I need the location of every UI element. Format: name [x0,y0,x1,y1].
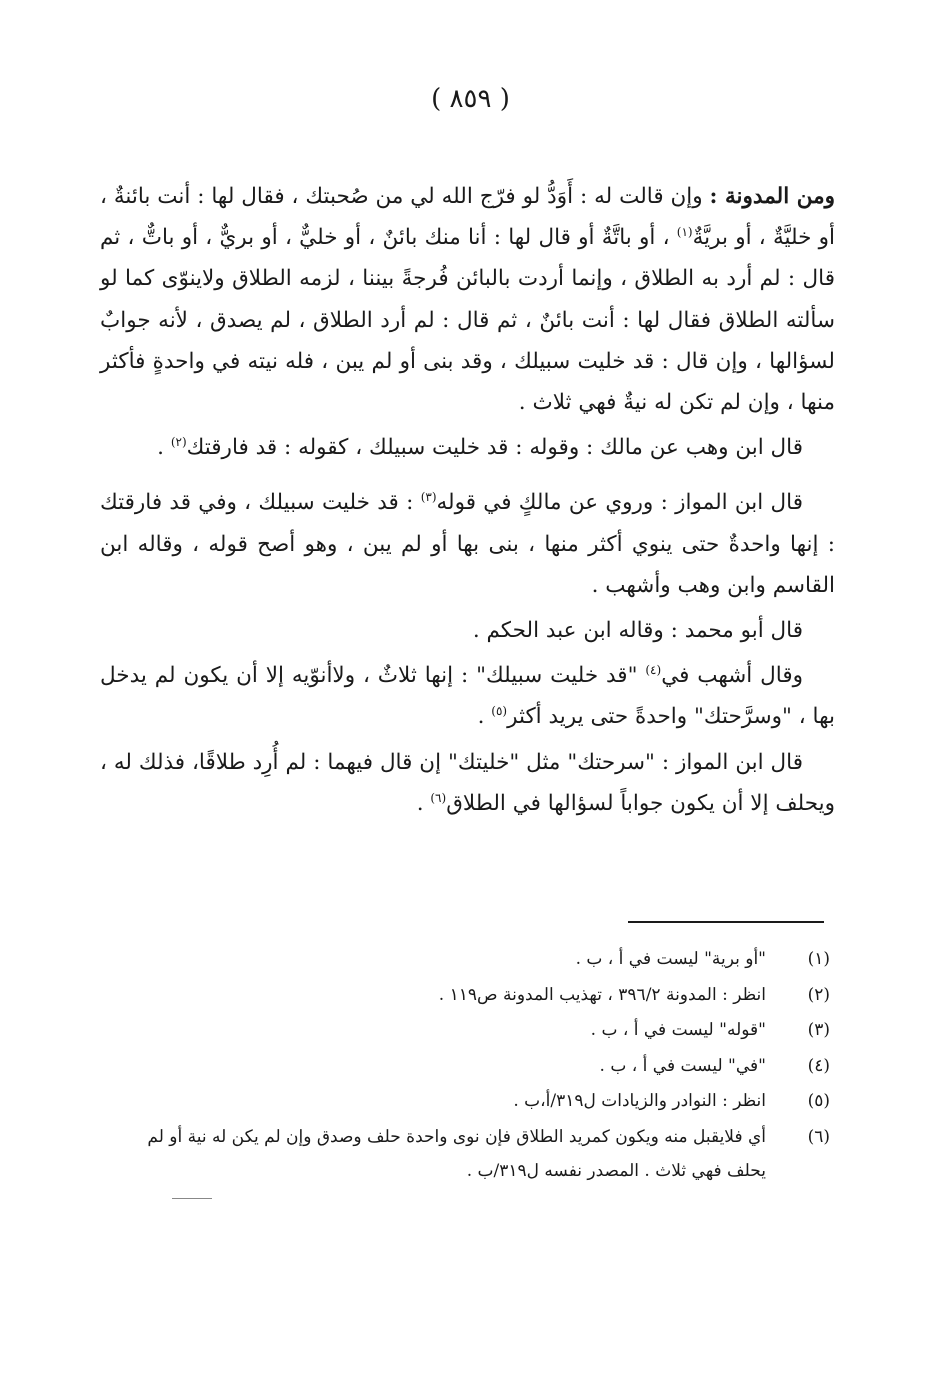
scan-mark [172,1198,212,1199]
footnote-mark: (٣) [807,1020,830,1040]
paragraph-text: . [477,704,492,730]
paragraph-text: وإن قالت له : أَوَدُّ لو فرّج الله لي من صُحبتك ، فقال لها : أنت بائنةٌ ، أو خليَّةٌ ، أو بريَّةٌ [100,184,835,251]
paragraph-text: "قد خليت سبيلك" : إنها ثلاثٌ ، ولاأنوّيه إلا أن يكون لم يدخل بها ، "وسرَّحتك" واحدةً حتى يريد أكثر [100,663,835,730]
paragraph-text: . [416,790,431,816]
main-text [100,176,835,824]
paragraph-text: ، أو باتَّةٌ أو قال لها : أنا منك بائنٌ ، أو خليٌّ ، أو بريٌّ ، أو باتٌّ ، ثم قال : لم أرد به الطلاق ، وإنما أردت بالبائن فُرجةً بيننا ، لزمه الطلاق ولاينوّى كما لو سألته الطلاق فقال لها : أنت بائنٌ ، ثم قال : لم أرد الطلاق ، لم يصدق ، لأنه جوابٌ لسؤالها ، وإن قال : قد خليت سبيلك ، وقد بنى أو لم يبن ، فله نيته في واحدةٍ فأكثر منها ، وإن لم تكن له نيةٌ فهي ثلاث . [100,225,835,416]
paragraph-text: وقال أشهب في [661,663,803,689]
paragraph-text: قال أبو محمد : وقاله ابن عبد الحكم . [472,618,803,644]
footnote-mark: (٢) [807,984,830,1005]
footnote-text: انظر : المدونة ٣٩٦/٢ ، تهذيب المدونة ص١١٩ . [438,984,766,1005]
footnote-ref[interactable]: (١) [676,225,693,240]
footnote-item [120,1049,830,1085]
footnote-text: "في" ليست في أ ، ب . [599,1055,766,1076]
footnote-separator [628,921,824,923]
footnote-ref[interactable]: (٥) [491,704,508,719]
footnote-ref[interactable]: (٤) [645,663,662,678]
paragraph-3 [100,482,835,606]
paragraph-text: قال ابن المواز : "سرحتك" مثل "خليتك" إن قال فيهما : لم أُرِد طلاقًا، فذلك له ، ويحلف إلا أن يكون جواباً لسؤالها في الطلاق [100,749,835,816]
paragraph-4 [100,610,835,651]
page-number: ( ٨٥٩ ) [431,84,510,114]
footnote-mark: (٤) [807,1055,830,1076]
footnote-mark: (٥) [807,1091,830,1111]
footnote-text: انظر : النوادر والزيادات ل٣١٩/أ،ب . [513,1091,766,1111]
paragraph-1 [100,176,835,423]
paragraph-text: قال ابن وهب عن مالك : وقوله : قد خليت سبيلك ، كقوله : قد فارقتك [186,435,803,461]
paragraph-text: قال ابن المواز : وروي عن مالكٍ في قوله [436,490,803,516]
footnote-text: أي فلايقبل منه ويكون كمريد الطلاق فإن نوى واحدة حلف وصدق وإن لم يكن له نية أو لم يحلف فهي ثلاث . المصدر نفسه ل٣١٩/ب . [147,1126,766,1181]
footnote-text: "قوله" ليست في أ ، ب . [590,1020,766,1040]
paragraph-6 [100,742,835,824]
footnote-mark: (٦) [807,1126,830,1147]
paragraph-2 [100,427,835,468]
footnote-item [120,1013,830,1049]
paragraph-lead: ومن المدونة : [709,184,835,209]
footnote-item [120,1120,830,1188]
footnote-item [120,1084,830,1120]
footnote-ref[interactable]: (٦) [430,790,447,805]
footnote-ref[interactable]: (٣) [420,490,437,505]
footnote-item [120,942,830,978]
paragraph-text: . [157,435,171,461]
footnote-item [120,978,830,1014]
footnote-ref[interactable]: (٢) [170,435,187,450]
paragraph-text: : قد خليت سبيلك ، وفي قد فارقتك : إنها واحدةٌ حتى ينوي أكثر منها ، بنى بها أو لم يبن ، وهو أصح قوله ، وقاله ابن القاسم وابن وهب وأشهب . [100,490,835,598]
paragraph-5 [100,655,835,737]
footnote-text: "أو برية" ليست في أ ، ب . [575,949,766,969]
footnote-mark: (١) [807,949,830,969]
footnotes [120,942,830,1188]
